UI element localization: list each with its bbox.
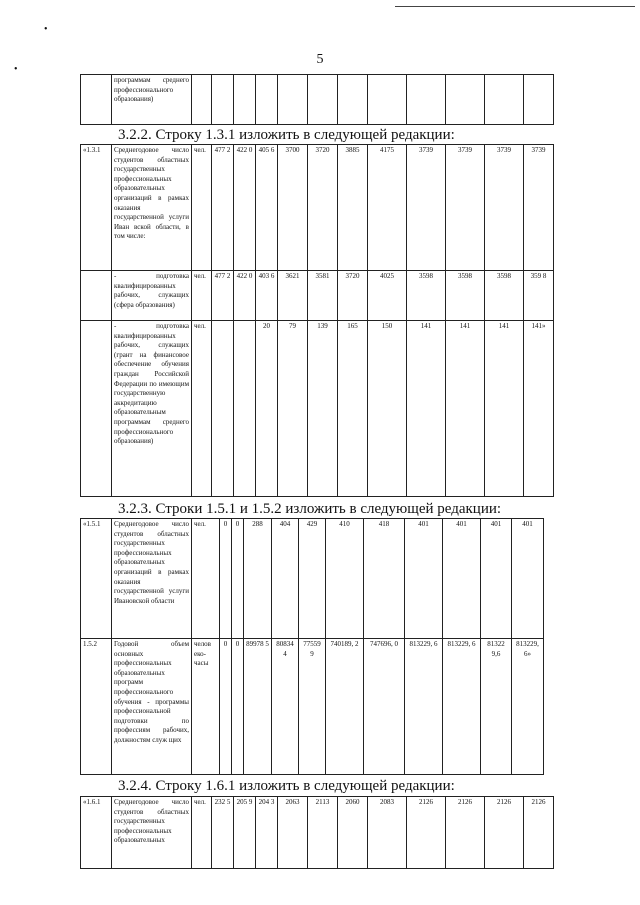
cell-value: 405 6 xyxy=(256,145,278,271)
cell-value: 3885 xyxy=(338,145,368,271)
top-border-line xyxy=(395,6,635,7)
cell-value: 3621 xyxy=(278,271,308,321)
cell-value: 2083 xyxy=(368,797,407,869)
row-unit: челов еко-часы xyxy=(192,639,220,775)
cell-value: 232 5 xyxy=(212,797,234,869)
cell-value: 3720 xyxy=(308,145,338,271)
cell-value: 4025 xyxy=(368,271,407,321)
row-unit: чел. xyxy=(192,519,220,639)
cell-value: 3739 xyxy=(524,145,554,271)
cell-value: 401 xyxy=(481,519,512,639)
cell-value: 429 xyxy=(299,519,326,639)
row-description: Среднегодовое число студентов областных государственных профессиональных образовательных организаций в рамках оказания государственной услуги Иван вской области, в том числе: xyxy=(112,145,192,271)
row-unit: чел. xyxy=(192,321,212,497)
cell-value: 77559 9 xyxy=(299,639,326,775)
page-number: 5 xyxy=(316,52,324,67)
row-unit: чел. xyxy=(192,271,212,321)
cell-value: 80834 4 xyxy=(272,639,299,775)
cell-value: 422 0 xyxy=(234,271,256,321)
table-row xyxy=(81,797,554,869)
cell-value: 477 2 xyxy=(212,271,234,321)
cell-value: 288 xyxy=(244,519,272,639)
cell-value: 89978 5 xyxy=(244,639,272,775)
table-row xyxy=(81,75,554,125)
cell-value: 740189, 2 xyxy=(326,639,364,775)
cell-value: 79 xyxy=(278,321,308,497)
table-1-6-1 xyxy=(80,796,554,869)
table-row xyxy=(81,271,554,321)
cell-value: 477 2 xyxy=(212,145,234,271)
fragment-table xyxy=(80,74,554,125)
cell-value: 141» xyxy=(524,321,554,497)
cell-value: 422 0 xyxy=(234,145,256,271)
cell-value: 2126 xyxy=(407,797,446,869)
cell-value: 747696, 0 xyxy=(364,639,405,775)
cell-value: 3598 xyxy=(485,271,524,321)
row-unit: чел. xyxy=(192,145,212,271)
cell-value: 2063 xyxy=(278,797,308,869)
cell-value: 401 xyxy=(405,519,443,639)
table-1-3-1 xyxy=(80,144,554,497)
scan-speck: • xyxy=(44,24,48,35)
cell-value: 410 xyxy=(326,519,364,639)
row-description: - подготовка квалифицированных рабочих, служащих (сфера образования) xyxy=(112,271,192,321)
cell-value: 3739 xyxy=(446,145,485,271)
table-row xyxy=(81,519,544,639)
row-code: «1.3.1 xyxy=(81,145,112,271)
cell-value: 0 xyxy=(232,639,244,775)
cell-value: 141 xyxy=(485,321,524,497)
cell-value: 401 xyxy=(512,519,544,639)
row-description: Годовой объем основных профессиональных образовательных программ профессионального обучения - программы профессиональной подготовки по профессиям рабочих, должностям служ щих xyxy=(112,639,192,775)
cell-value: 404 xyxy=(272,519,299,639)
cell-value: 3739 xyxy=(407,145,446,271)
cell-value xyxy=(234,321,256,497)
table-row xyxy=(81,639,544,775)
cell-value: 0 xyxy=(220,519,232,639)
row-code xyxy=(81,321,112,497)
cell-value: 401 xyxy=(443,519,481,639)
cell-value xyxy=(212,321,234,497)
section-heading: 3.2.3. Строки 1.5.1 и 1.5.2 изложить в следующей редакции: xyxy=(118,501,502,517)
cell-value: 141 xyxy=(446,321,485,497)
row-unit: чел. xyxy=(192,797,212,869)
cell-value: 81322 9,6 xyxy=(481,639,512,775)
cell-value: 165 xyxy=(338,321,368,497)
table-1-5 xyxy=(80,518,544,775)
cell-value: 813229, 6 xyxy=(443,639,481,775)
row-code: 1.5.2 xyxy=(81,639,112,775)
cell-value: 3598 xyxy=(407,271,446,321)
cell-value: 0 xyxy=(220,639,232,775)
scan-speck: • xyxy=(14,64,18,75)
row-code: «1.6.1 xyxy=(81,797,112,869)
cell-value: 813229, 6» xyxy=(512,639,544,775)
cell-value: 403 6 xyxy=(256,271,278,321)
cell-value: 4175 xyxy=(368,145,407,271)
cell-value: 141 xyxy=(407,321,446,497)
cell-value: 2126 xyxy=(446,797,485,869)
cell-value: 2060 xyxy=(338,797,368,869)
cell-value: 3581 xyxy=(308,271,338,321)
section-heading: 3.2.2. Строку 1.3.1 изложить в следующей редакции: xyxy=(118,127,455,143)
cell-value: 2113 xyxy=(308,797,338,869)
cell-value: 0 xyxy=(232,519,244,639)
cell-value: 359 8 xyxy=(524,271,554,321)
row-description: Среднегодовое число студентов областных государственных профессиональных образовательных организаций в рамках оказания государственной услуги Ивановской области xyxy=(112,519,192,639)
cell-value: 20 xyxy=(256,321,278,497)
row-description: программам среднего профессионального образования) xyxy=(112,75,192,125)
cell-value: 3720 xyxy=(338,271,368,321)
row-code: «1.5.1 xyxy=(81,519,112,639)
row-code xyxy=(81,271,112,321)
cell-value: 3700 xyxy=(278,145,308,271)
table-row xyxy=(81,321,554,497)
cell-value: 418 xyxy=(364,519,405,639)
cell-value: 205 9 xyxy=(234,797,256,869)
table-row xyxy=(81,145,554,271)
cell-value: 2126 xyxy=(524,797,554,869)
cell-value: 204 3 xyxy=(256,797,278,869)
cell-value: 2126 xyxy=(485,797,524,869)
row-description: - подготовка квалифицированных рабочих, служащих (грант на финансовое обеспечение обучения граждан Российской Федерации по имеющим государственную аккредитацию образовательным программам среднего профессионального образования) xyxy=(112,321,192,497)
cell-value: 3598 xyxy=(446,271,485,321)
cell-value: 139 xyxy=(308,321,338,497)
row-description: Среднегодовое число студентов областных государственных профессиональных образовательных xyxy=(112,797,192,869)
cell-value: 3739 xyxy=(485,145,524,271)
cell-value: 813229, 6 xyxy=(405,639,443,775)
cell-value: 150 xyxy=(368,321,407,497)
section-heading: 3.2.4. Строку 1.6.1 изложить в следующей редакции: xyxy=(118,778,455,794)
